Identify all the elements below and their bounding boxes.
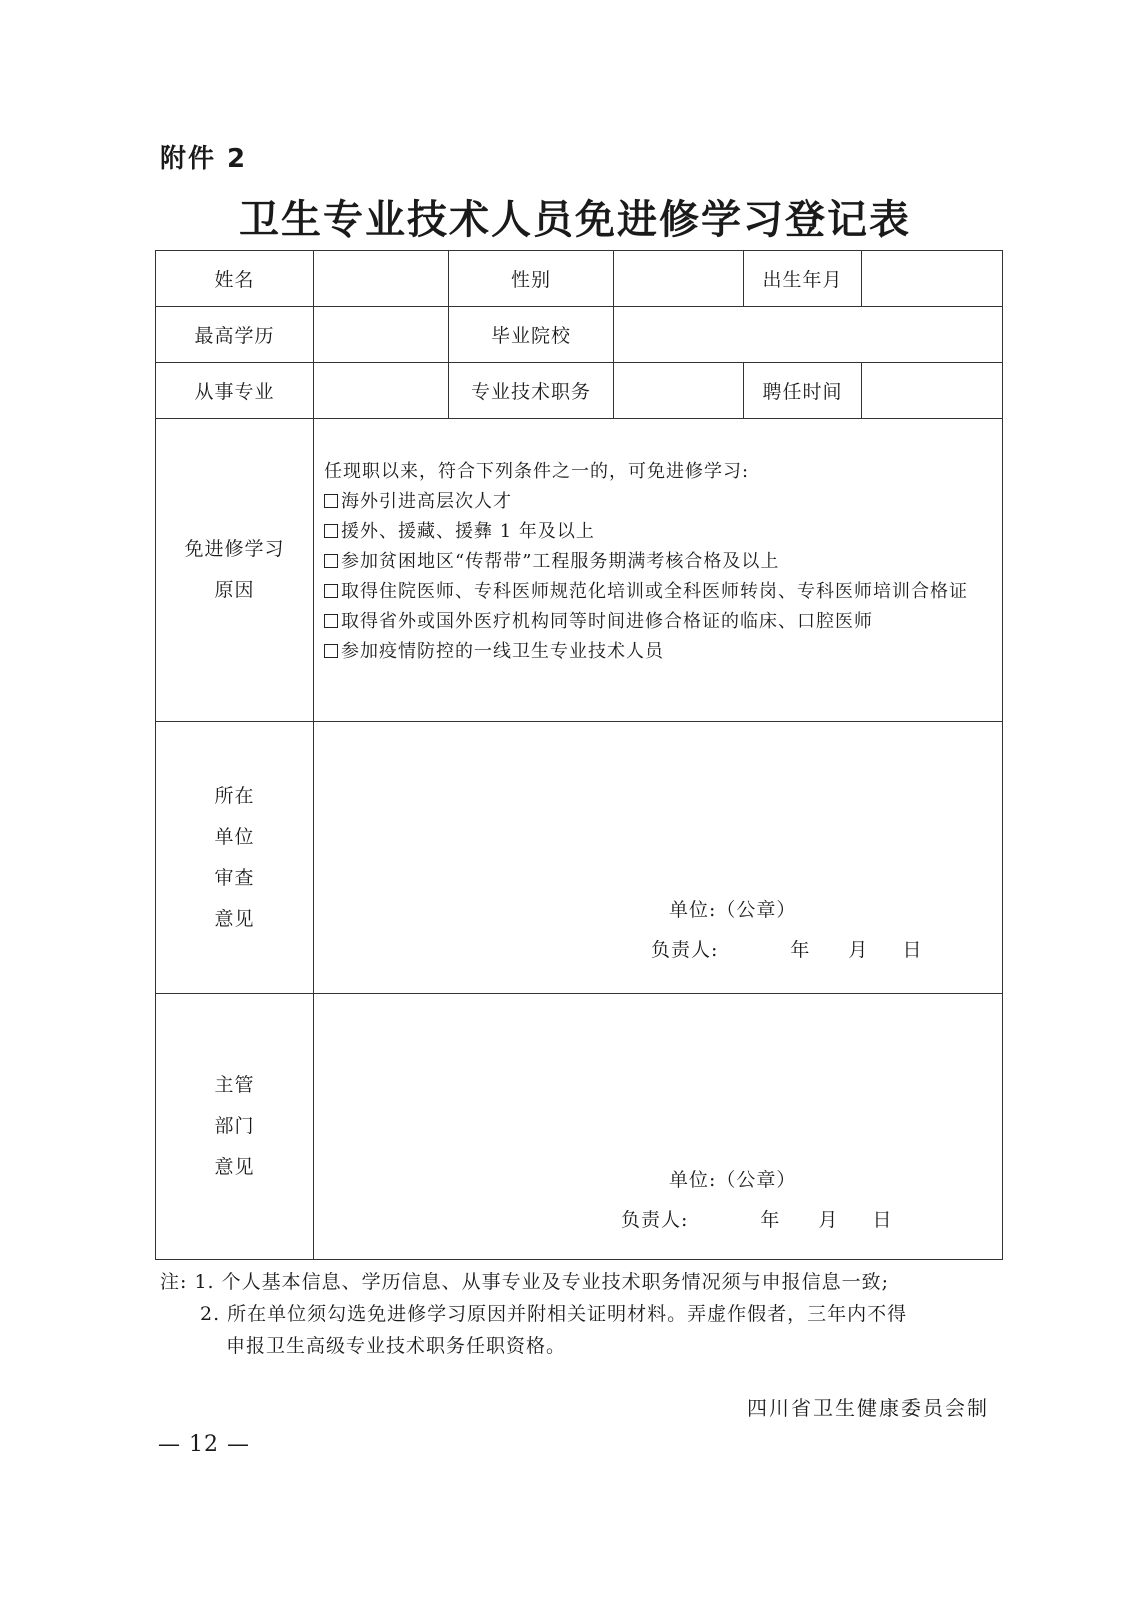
page-number: — 12 —	[158, 1432, 250, 1457]
unit-review-label-line: 单位	[214, 825, 255, 848]
dept-day-label: 日	[872, 1209, 893, 1231]
dept-signer-label: 负责人:	[621, 1209, 689, 1231]
dept-year-label: 年	[760, 1209, 781, 1231]
dept-review-label-line: 部门	[214, 1115, 255, 1137]
table-row	[156, 722, 1003, 994]
checkbox-icon[interactable]	[324, 614, 338, 628]
education-field[interactable]	[314, 307, 449, 363]
checkbox-icon[interactable]	[324, 554, 338, 568]
unit-signer-row	[651, 930, 922, 970]
specialty-field[interactable]	[314, 363, 449, 419]
reason-option[interactable]	[324, 547, 992, 577]
reason-option[interactable]	[324, 577, 992, 607]
reason-option-label: 参加贫困地区“传帮带”工程服务期满考核合格及以上	[341, 551, 780, 572]
dept-seal-text: 单位:（公章）	[669, 1169, 797, 1191]
unit-month-label: 月	[848, 939, 869, 961]
unit-review-label-line: 意见	[214, 907, 255, 930]
gender-field[interactable]	[614, 251, 744, 307]
reason-option-label: 参加疫情防控的一线卫生专业技术人员	[341, 641, 664, 662]
page-title: 卫生专业技术人员免进修学习登记表	[239, 196, 911, 243]
checkbox-icon[interactable]	[324, 494, 338, 508]
reason-option-label: 援外、援藏、援彝 1 年及以上	[341, 521, 595, 542]
appointment-date-label: 聘任时间	[744, 363, 862, 419]
dept-signature-block	[621, 1160, 893, 1240]
unit-signer-label: 负责人:	[651, 939, 719, 961]
reason-option[interactable]	[324, 607, 992, 637]
exemption-reason-options	[314, 419, 1003, 722]
reason-option-label: 海外引进高层次人才	[341, 491, 512, 512]
unit-year-label: 年	[790, 939, 811, 961]
reason-intro: 任现职以来，符合下列条件之一的，可免进修学习:	[324, 461, 750, 482]
professional-title-field[interactable]	[614, 363, 744, 419]
unit-day-label: 日	[902, 939, 923, 961]
table-row	[156, 994, 1003, 1260]
dept-review-label-line: 意见	[214, 1156, 255, 1178]
attachment-label: 附件 2	[160, 144, 248, 174]
exemption-reason-label	[156, 419, 314, 722]
name-label: 姓名	[156, 251, 314, 307]
registration-form-table	[155, 250, 1003, 1260]
note-line: 注: 1. 个人基本信息、学历信息、从事专业及专业技术职务情况须与申报信息一致;	[160, 1271, 890, 1293]
reason-option[interactable]	[324, 517, 992, 547]
unit-review-opinion-field[interactable]	[314, 722, 1003, 994]
note-line: 2. 所在单位须勾选免进修学习原因并附相关证明材料。弄虚作假者，三年内不得	[200, 1303, 908, 1325]
education-label: 最高学历	[156, 307, 314, 363]
unit-seal-text: 单位:（公章）	[669, 899, 797, 921]
reason-option[interactable]	[324, 637, 992, 667]
unit-review-label	[156, 722, 314, 994]
birth-date-label: 出生年月	[744, 251, 862, 307]
reason-option[interactable]	[324, 487, 992, 517]
birth-date-field[interactable]	[862, 251, 1003, 307]
table-row	[156, 307, 1003, 363]
gender-label: 性别	[449, 251, 614, 307]
unit-review-label-line: 审查	[214, 866, 255, 889]
dept-review-label-line: 主管	[214, 1074, 255, 1096]
reason-option-label: 取得住院医师、专科医师规范化培训或全科医师转岗、专科医师培训合格证	[341, 581, 968, 602]
school-field[interactable]	[614, 307, 1003, 363]
school-label: 毕业院校	[449, 307, 614, 363]
checkbox-icon[interactable]	[324, 524, 338, 538]
name-field[interactable]	[314, 251, 449, 307]
issuer-label: 四川省卫生健康委员会制	[747, 1396, 989, 1420]
specialty-label: 从事专业	[156, 363, 314, 419]
dept-review-opinion-field[interactable]	[314, 994, 1003, 1260]
exemption-reason-label-line: 原因	[214, 579, 255, 601]
checkbox-icon[interactable]	[324, 644, 338, 658]
reason-option-label: 取得省外或国外医疗机构同等时间进修合格证的临床、口腔医师	[341, 611, 873, 632]
checkbox-icon[interactable]	[324, 584, 338, 598]
table-row	[156, 251, 1003, 307]
note-line: 申报卫生高级专业技术职务任职资格。	[226, 1335, 567, 1357]
appointment-date-field[interactable]	[862, 363, 1003, 419]
unit-review-label-line: 所在	[214, 784, 255, 807]
dept-review-label	[156, 994, 314, 1260]
professional-title-label: 专业技术职务	[449, 363, 614, 419]
table-row	[156, 419, 1003, 722]
table-row	[156, 363, 1003, 419]
unit-signature-block	[651, 890, 923, 970]
exemption-reason-label-line: 免进修学习	[184, 538, 285, 560]
dept-month-label: 月	[818, 1209, 839, 1231]
notes	[160, 1266, 990, 1362]
dept-signer-row	[621, 1200, 892, 1240]
